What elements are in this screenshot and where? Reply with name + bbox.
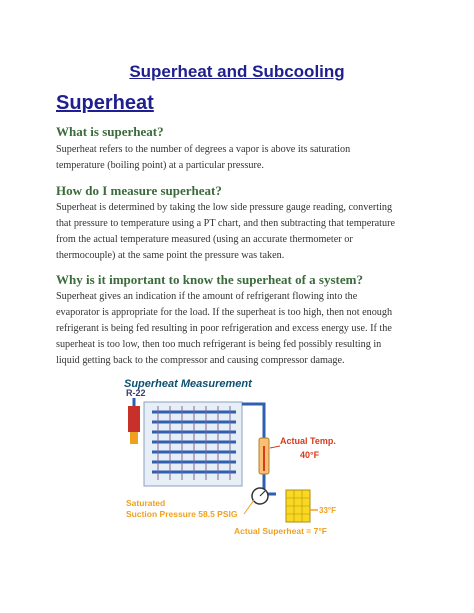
saturated-label: Saturated	[126, 498, 166, 508]
actual-temp-label: Actual Temp.	[280, 436, 336, 446]
document-title: Superheat and Subcooling	[129, 62, 345, 81]
answer-paragraph-3	[56, 289, 420, 369]
answer-paragraph-1	[56, 142, 420, 174]
expansion-valve	[128, 406, 140, 432]
actual-superheat-label: Actual Superheat = 7°F	[234, 526, 327, 536]
actual-temp-value: 40°F	[300, 450, 320, 460]
answer-paragraph-2	[56, 200, 420, 264]
suction-pressure-label: Suction Pressure 58.5 PSIG	[126, 509, 238, 519]
answer-line: refrigerant is being fed resulting in poor refrigeration and excess energy use. If the	[56, 323, 392, 334]
answer-line: liquid getting back to the compressor and causing compressor damage.	[56, 355, 345, 366]
diagram-title: Superheat Measurement	[124, 378, 252, 390]
answer-line: superheat is too low, then too much refrigerant is being fed possibly resulting in	[56, 339, 382, 350]
answer-line: thermocouple) at the same point the pressure was taken.	[56, 250, 285, 261]
saturated-temp-value: 33°F	[319, 506, 336, 515]
answer-line: Superheat gives an indication if the amount of refrigerant flowing into the	[56, 291, 358, 302]
refrigerant-label: R-22	[126, 388, 146, 398]
answer-line: that pressure to temperature using a PT chart, and then subtracting that temperature	[56, 218, 395, 229]
answer-line: evaporator is appropriate for the load. If the superheat is too high, then not enough	[56, 307, 393, 318]
superheat-diagram	[118, 376, 358, 548]
superheat-diagram-svg	[118, 376, 358, 548]
answer-line: Superheat is determined by taking the low side pressure gauge reading, converting	[56, 202, 393, 213]
answer-line: from the actual temperature measured (using an accurate thermometer or	[56, 234, 353, 245]
section-heading: Superheat	[56, 92, 154, 114]
question-heading-2: How do I measure superheat?	[56, 183, 222, 198]
answer-line: Superheat refers to the number of degrees a vapor is above its saturation	[56, 144, 351, 155]
question-heading-3: Why is it important to know the superheat of a system?	[56, 272, 363, 287]
answer-line: temperature (boiling point) at a particular pressure.	[56, 160, 264, 171]
valve-body	[130, 432, 138, 444]
question-heading-1: What is superheat?	[56, 124, 164, 139]
